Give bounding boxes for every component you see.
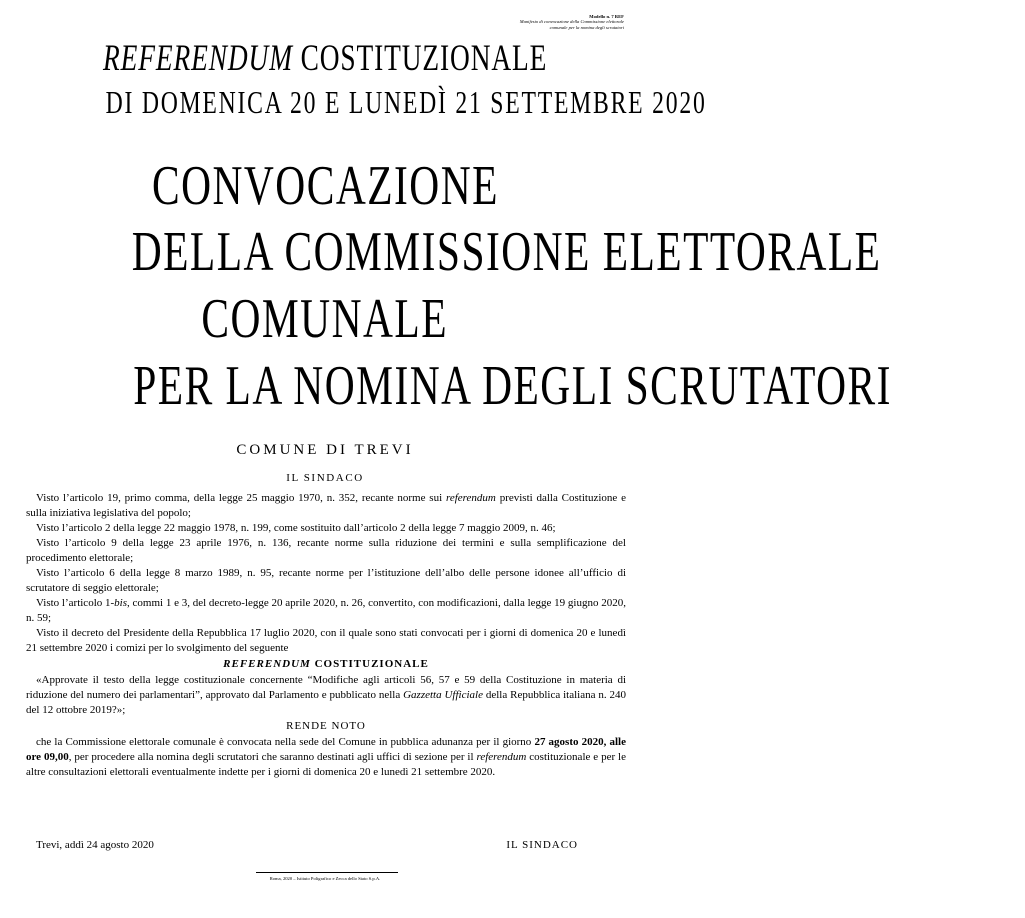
title-line-4: PER LA NOMINA DEGLI SCRUTATORI [133,355,892,417]
header-costituzionale: COSTITUZIONALE [292,38,548,79]
title-line-1: CONVOCAZIONE [151,155,499,217]
whereas-paragraph: Visto l’articolo 19, primo comma, della legge 25 maggio 1970, n. 352, recante norme sui referendum previsti dalla Costituzione e sulla iniziativa legislativa del popolo; [26,492,626,519]
header-line-1 [0,38,650,80]
rende-noto-heading: RENDE NOTO [286,720,366,732]
whereas-paragraph: Visto l’articolo 1-bis, commi 1 e 3, del decreto-legge 20 aprile 2020, n. 26, convertito, con modificazioni, dalla legge 19 giugno 2020, n. 59; [26,597,626,624]
whereas-paragraph: Visto il decreto del Presidente della Repubblica 17 luglio 2020, con il quale sono stati convocati per i giorni di domenica 20 e lunedì 21 settembre 2020 i comizi per lo svolgimento del seguente [26,627,626,654]
authority-title: IL SINDACO [286,472,364,484]
referendum-question: «Approvate il testo della legge costituzionale concernente “Modifiche agli articoli 56, 57 e 59 della Costituzione in materia di riduzione del numero dei parlamentari”, approvato dal Parlamento e pubblicato nella Gazzetta Ufficiale della Repubblica italiana n. 240 del 12 ottobre 2019?»; [26,674,626,716]
signature-row [36,839,578,851]
referendum-heading: REFERENDUM COSTITUZIONALE [223,658,429,670]
whereas-paragraph: Visto l’articolo 2 della legge 22 maggio 1978, n. 199, come sostituito dall’articolo 2 della legge 7 maggio 2009, n. 46; [36,522,556,534]
header-dates: DI DOMENICA 20 E LUNEDÌ 21 SETTEMBRE 2020 [105,84,707,120]
printer-credit: Roma, 2020 – Istituto Poligrafico e Zecca dello Stato S.p.A. [269,876,381,881]
signature-title: IL SINDACO [506,839,578,851]
title-line-2: DELLA COMMISSIONE ELETTORALE [131,221,882,283]
model-tag [504,14,624,30]
model-code: Modello n. 7 REF [589,14,624,19]
comune-name: COMUNE DI TREVI [236,442,414,458]
whereas-paragraph: Visto l’articolo 6 della legge 8 marzo 1989, n. 95, recante norme per l’istituzione dell’albo delle persone idonee all’ufficio di scrutatore di seggio elettorale; [26,567,626,594]
model-description: Manifesto di convocazione della Commissione elettorale comunale per la nomina degli scrutatori [519,19,624,30]
notice-body [26,491,626,780]
place-date: Trevi, addì 24 agosto 2020 [36,839,154,851]
footer-divider [256,872,398,873]
title-line-3: COMUNALE [201,288,449,350]
header-referendum: REFERENDUM [102,38,293,79]
header-line-2 [0,83,707,121]
whereas-paragraph: Visto l’articolo 9 della legge 23 aprile 1976, n. 136, recante norme sulla riduzione dei termini e sulla semplificazione del procedimento elettorale; [26,537,626,564]
notice-paragraph: che la Commissione elettorale comunale è convocata nella sede del Comune in pubblica adunanza per il giorno 27 agosto 2020, alle ore 09,00, per procedere alla nomina degli scrutatori che saranno destinati agli uffici di sezione per il referendum costituzionale e per le altre consultazioni elettorali eventualmente indette per i giorni di domenica 20 e lunedì 21 settembre 2020. [26,736,626,778]
